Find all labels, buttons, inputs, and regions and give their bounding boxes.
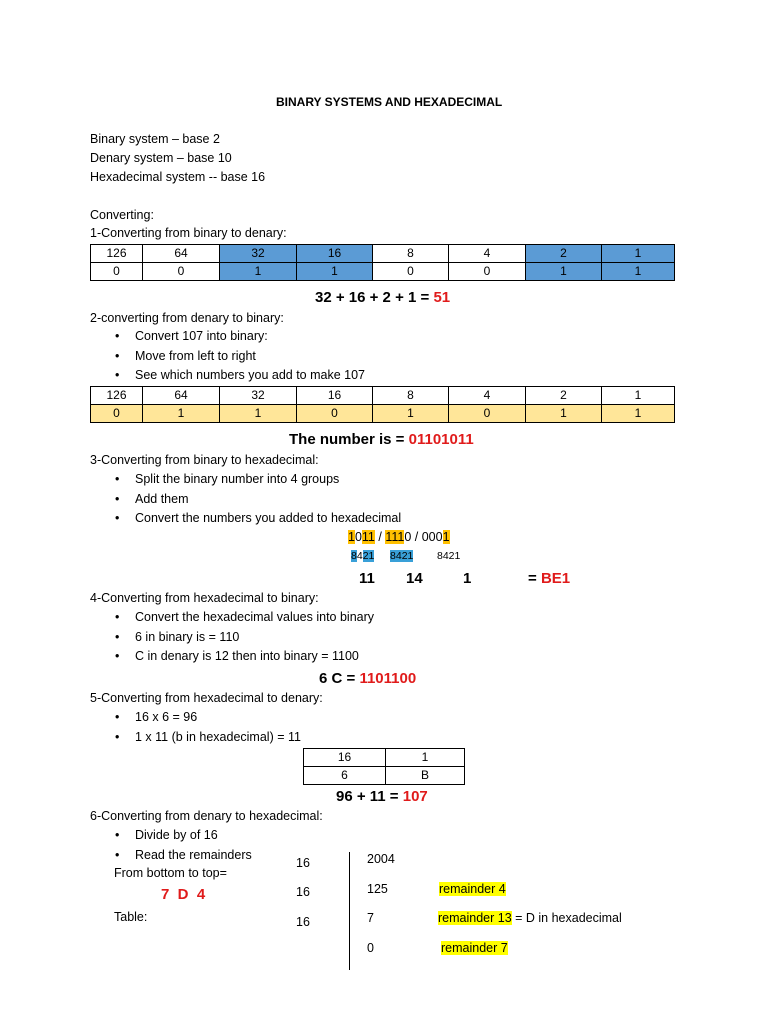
- table-cell: 1: [297, 263, 373, 281]
- table-cell: 0: [449, 405, 526, 423]
- group-sum: 14: [406, 570, 423, 587]
- divisor: 16: [296, 915, 310, 929]
- table-cell: 0: [373, 263, 449, 281]
- table-cell: 16: [297, 387, 373, 405]
- result-label: The number is =: [289, 431, 409, 448]
- result-value: BE1: [540, 570, 571, 587]
- section2-result: [289, 431, 474, 448]
- section2-bullets: [90, 327, 365, 386]
- sum-expression: 96 + 11 =: [336, 788, 403, 805]
- table-cell: B: [386, 767, 465, 785]
- list-item: • See which numbers you add to make 107: [90, 366, 365, 386]
- binary-denary-table: [90, 244, 675, 281]
- base-denary: Denary system – base 10: [90, 151, 232, 165]
- table-cell: 1: [143, 405, 220, 423]
- divisor: 16: [296, 885, 310, 899]
- weight-part: 4: [356, 550, 363, 562]
- list-item: • 16 x 6 = 96: [90, 708, 301, 728]
- group-sum: 1: [463, 570, 472, 587]
- result-value: 107: [402, 788, 428, 805]
- table-cell: 1: [602, 245, 675, 263]
- table-cell: 1: [220, 405, 297, 423]
- quotient: 7: [367, 911, 374, 925]
- table-cell: 32: [220, 245, 297, 263]
- group1-part: 1: [348, 530, 355, 544]
- section5-heading: 5-Converting from hexadecimal to denary:: [90, 691, 323, 705]
- bit-row: [91, 405, 675, 423]
- table-cell: 1: [386, 749, 465, 767]
- table-cell: 16: [304, 749, 386, 767]
- section1-result: [315, 289, 450, 306]
- table-cell: 126: [91, 245, 143, 263]
- list-item: • Move from left to right: [90, 347, 365, 367]
- table-cell: 8: [373, 387, 449, 405]
- section6-answer: 7 D 4: [161, 886, 206, 903]
- list-item: • Convert 107 into binary:: [90, 327, 365, 347]
- group2-part: 0: [404, 530, 412, 544]
- group1-weights: [351, 550, 374, 562]
- list-item: • Read the remainders: [90, 846, 252, 866]
- group1-part: 0: [354, 530, 362, 544]
- table-cell: 4: [449, 245, 526, 263]
- table-cell: 0: [91, 263, 143, 281]
- group-separator: /: [374, 530, 386, 544]
- group3-part: 1: [442, 530, 450, 544]
- place-value-row: [91, 245, 675, 263]
- place-value-row: [91, 387, 675, 405]
- table-cell: 4: [449, 387, 526, 405]
- table-cell: 0: [297, 405, 373, 423]
- section3-result: [528, 570, 570, 587]
- result-label: =: [528, 570, 541, 587]
- group3-part: 000: [421, 530, 443, 544]
- table-cell: 0: [91, 405, 143, 423]
- denary-binary-table: [90, 386, 675, 423]
- result-value: 51: [433, 289, 451, 306]
- weight-part: 8: [351, 550, 357, 562]
- section5-result: [336, 788, 428, 805]
- weight-part: 84: [390, 550, 402, 562]
- quotient: 2004: [367, 852, 395, 866]
- section5-bullets: [90, 708, 301, 747]
- quotient: 125: [367, 882, 388, 896]
- remainder: [441, 941, 508, 955]
- division-line: [349, 852, 350, 970]
- list-item: • Split the binary number into 4 groups: [90, 470, 401, 490]
- list-item: • 1 x 11 (b in hexadecimal) = 11: [90, 728, 301, 748]
- table-cell: 16: [297, 245, 373, 263]
- table-cell: 1: [526, 263, 602, 281]
- group2-part: 111: [385, 530, 405, 544]
- section4-bullets: [90, 608, 374, 667]
- table-cell: 0: [143, 263, 220, 281]
- divisor: 16: [296, 856, 310, 870]
- result-label: 6 C =: [319, 670, 360, 687]
- table-label: Table:: [114, 910, 148, 924]
- digit-row: [304, 767, 465, 785]
- remainder-text: remainder 7: [441, 941, 508, 955]
- group2-weights: [390, 550, 413, 562]
- remainder-text: remainder 13: [438, 911, 512, 925]
- weight-part: 21: [401, 550, 414, 562]
- group-sum: 11: [359, 570, 375, 587]
- converting-label: Converting:: [90, 208, 154, 222]
- binary-groups: [348, 530, 450, 544]
- list-item: • Add them: [90, 490, 401, 510]
- table-cell: 1: [602, 263, 675, 281]
- quotient: 0: [367, 941, 374, 955]
- table-cell: 2: [526, 245, 602, 263]
- list-item: • Divide by of 16: [90, 826, 252, 846]
- section1-heading: 1-Converting from binary to denary:: [90, 226, 287, 240]
- list-item: • 6 in binary is = 110: [90, 628, 374, 648]
- hex-denary-table: [303, 748, 465, 785]
- remainder: [438, 911, 622, 925]
- base-binary: Binary system – base 2: [90, 132, 220, 146]
- bottom-to-top-label: From bottom to top=: [114, 866, 227, 880]
- section4-heading: 4-Converting from hexadecimal to binary:: [90, 591, 319, 605]
- table-cell: 8: [373, 245, 449, 263]
- group1-part: 11: [361, 530, 375, 544]
- table-cell: 6: [304, 767, 386, 785]
- list-item: • C in denary is 12 then into binary = 1100: [90, 647, 374, 667]
- section6-bullets: [90, 826, 252, 865]
- remainder-text: remainder 4: [439, 882, 506, 896]
- remainder-note: = D in hexadecimal: [511, 911, 622, 925]
- table-cell: 126: [91, 387, 143, 405]
- section3-bullets: [90, 470, 401, 529]
- list-item: • Convert the numbers you added to hexadecimal: [90, 509, 401, 529]
- base-hexadecimal: Hexadecimal system -- base 16: [90, 170, 266, 184]
- group-separator: /: [411, 530, 422, 544]
- table-cell: 0: [449, 263, 526, 281]
- place-value-row: [304, 749, 465, 767]
- result-value: 1101100: [359, 670, 417, 687]
- remainder: [439, 882, 506, 896]
- section4-result: [319, 670, 416, 687]
- table-cell: 32: [220, 387, 297, 405]
- table-cell: 1: [526, 405, 602, 423]
- table-cell: 1: [220, 263, 297, 281]
- table-cell: 64: [143, 387, 220, 405]
- table-cell: 64: [143, 245, 220, 263]
- table-cell: 2: [526, 387, 602, 405]
- section3-heading: 3-Converting from binary to hexadecimal:: [90, 453, 319, 467]
- sum-expression: 32 + 16 + 2 + 1 =: [315, 289, 434, 306]
- table-cell: 1: [373, 405, 449, 423]
- table-cell: 1: [602, 387, 675, 405]
- weight-part: 21: [362, 550, 375, 562]
- page-title: BINARY SYSTEMS AND HEXADECIMAL: [276, 95, 503, 109]
- section6-heading: 6-Converting from denary to hexadecimal:: [90, 809, 323, 823]
- bit-row: [91, 263, 675, 281]
- group3-weights: 8421: [437, 550, 461, 562]
- list-item: • Convert the hexadecimal values into binary: [90, 608, 374, 628]
- result-value: 01101011: [408, 431, 474, 448]
- table-cell: 1: [602, 405, 675, 423]
- section2-heading: 2-converting from denary to binary:: [90, 311, 284, 325]
